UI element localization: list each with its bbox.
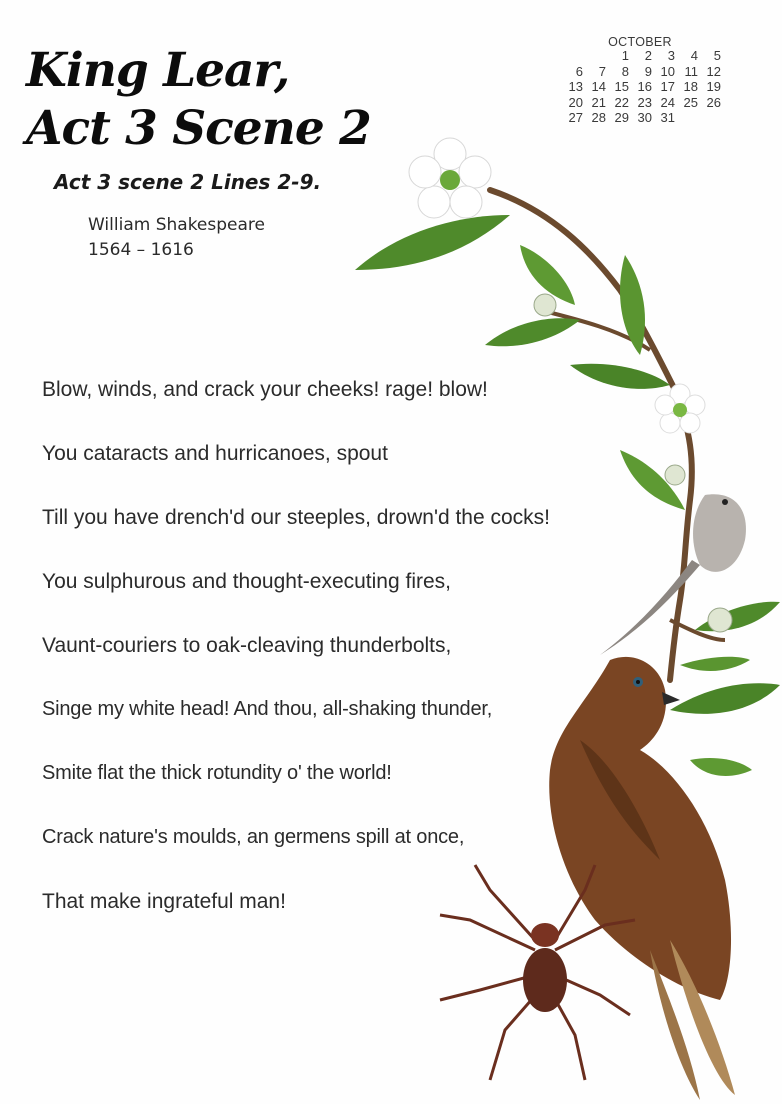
calendar-day: 2 xyxy=(644,48,652,63)
calendar-day: 12 xyxy=(706,63,721,79)
leaf xyxy=(355,215,510,270)
author-block xyxy=(88,213,265,263)
calendar-day: 25 xyxy=(683,94,698,110)
calendar-day: 26 xyxy=(706,94,721,110)
calendar-day: 11 xyxy=(684,63,698,79)
calendar-month: OCTOBER xyxy=(608,35,672,49)
leaf xyxy=(690,758,752,776)
title-line-2: Act 3 Scene 2 xyxy=(26,101,371,156)
flower-bud xyxy=(665,465,685,485)
calendar-day: 19 xyxy=(706,79,721,94)
branch xyxy=(490,190,692,680)
calendar-week xyxy=(560,79,730,95)
poem-line: You cataracts and hurricanoes, spout xyxy=(42,442,388,465)
subtitle: Act 3 scene 2 Lines 2-9. xyxy=(54,170,322,194)
poem-line: Vaunt-couriers to oak-cleaving thunderbolts, xyxy=(42,634,452,657)
calendar-day: 6 xyxy=(575,63,583,79)
calendar-day: 4 xyxy=(690,48,698,63)
calendar-day: 30 xyxy=(637,110,652,125)
calendar-day: 23 xyxy=(637,94,652,110)
calendar-day: 7 xyxy=(598,63,606,79)
calendar-day: 27 xyxy=(568,110,583,125)
calendar-day: 24 xyxy=(660,94,675,110)
calendar-day: 20 xyxy=(568,94,583,110)
flower-bud xyxy=(534,294,556,316)
calendar-day: 13 xyxy=(568,79,583,94)
calendar-day: 14 xyxy=(591,79,606,94)
calendar-day: 21 xyxy=(591,94,606,110)
leaf xyxy=(620,255,645,355)
flower xyxy=(655,384,705,433)
author-dates: 1564 – 1616 xyxy=(88,240,194,260)
leaf xyxy=(680,657,750,671)
calendar-day: 8 xyxy=(621,63,629,79)
author-name: William Shakespeare xyxy=(88,215,265,235)
calendar-day: 28 xyxy=(591,110,606,125)
calendar-day: 29 xyxy=(614,110,629,125)
poem-line: Blow, winds, and crack your cheeks! rage! blow! xyxy=(42,378,488,401)
calendar-day: 15 xyxy=(614,79,629,94)
leaf xyxy=(670,683,780,714)
poem-line: Till you have drench'd our steeples, drown'd the cocks! xyxy=(42,506,551,529)
poem-line: Singe my white head! And thou, all-shaking thunder, xyxy=(42,698,493,720)
calendar-week xyxy=(560,64,730,80)
poem-line: You sulphurous and thought-executing fires, xyxy=(42,570,452,593)
calendar-week xyxy=(560,48,730,64)
calendar-day: 9 xyxy=(644,63,652,79)
poem-line: Smite flat the thick rotundity o' the world! xyxy=(42,762,392,784)
title-line-1: King Lear, xyxy=(26,43,290,98)
calendar xyxy=(560,35,730,126)
calendar-day: 1 xyxy=(621,48,629,63)
leaf xyxy=(695,602,780,632)
calendar-week xyxy=(560,95,730,111)
large-bird xyxy=(549,657,735,1100)
calendar-day: 10 xyxy=(660,63,675,79)
calendar-day: 18 xyxy=(683,79,698,94)
calendar-grid xyxy=(560,48,730,126)
poem-line: That make ingrateful man! xyxy=(42,890,286,913)
calendar-day xyxy=(583,48,606,64)
calendar-day: 17 xyxy=(660,79,675,94)
botanical-illustration xyxy=(340,120,782,1104)
calendar-day: 5 xyxy=(713,48,721,63)
calendar-day: 16 xyxy=(637,79,652,94)
calendar-day: 31 xyxy=(660,110,675,125)
leaf xyxy=(485,318,580,346)
calendar-day: 22 xyxy=(614,94,629,110)
leaf xyxy=(570,364,670,389)
flower-bud xyxy=(708,608,732,632)
flower xyxy=(409,138,491,218)
poem-line: Crack nature's moulds, an germens spill at once, xyxy=(42,826,465,848)
calendar-day: 3 xyxy=(667,48,675,63)
calendar-day xyxy=(560,48,583,64)
